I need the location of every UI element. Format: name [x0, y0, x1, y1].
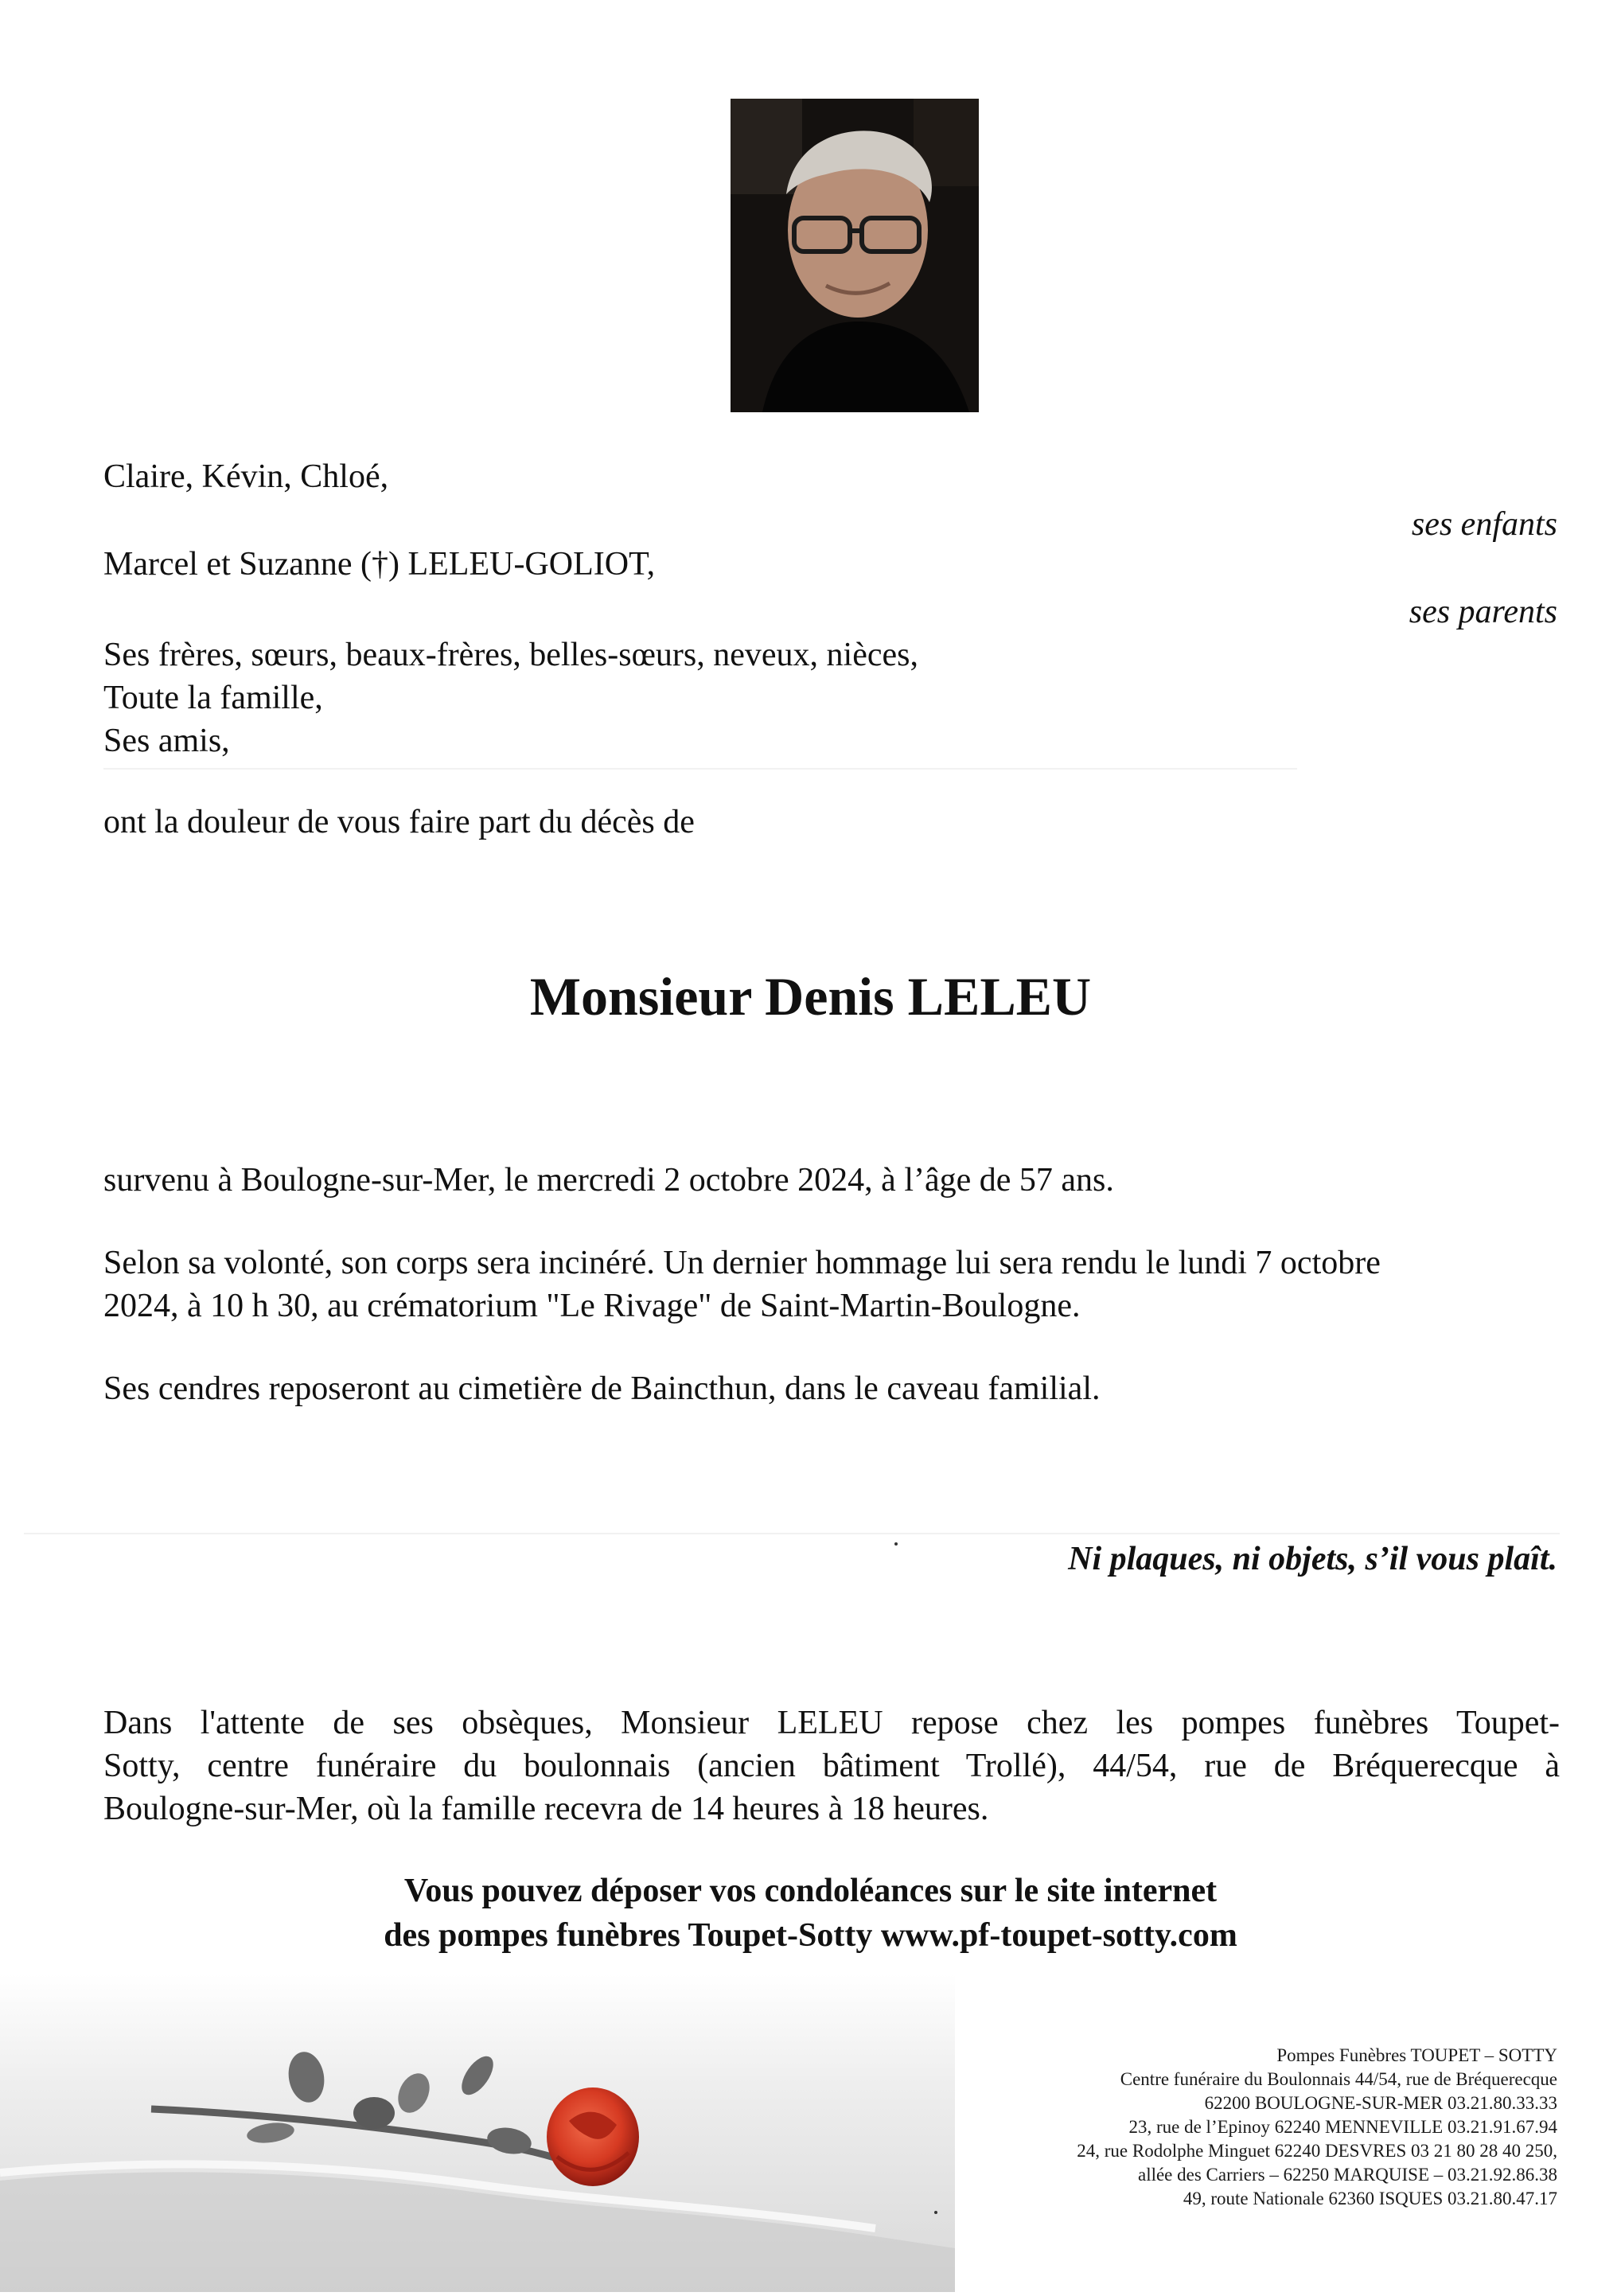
family-line: Toute la famille,: [103, 680, 323, 716]
speck: [894, 1542, 898, 1546]
parents-names: Marcel et Suzanne (†) LELEU-GOLIOT,: [103, 546, 656, 583]
announcement: ont la douleur de vous faire part du décès de: [103, 804, 695, 840]
death-info: survenu à Boulogne-sur-Mer, le mercredi 2 octobre 2024, à l’âge de 57 ans.: [103, 1162, 1114, 1199]
children-names: Claire, Kévin, Chloé,: [103, 458, 389, 495]
condolences-line-2: des pompes funèbres Toupet-Sotty www.pf-toupet-sotty.com: [384, 1917, 1237, 1954]
ceremony-line-2: 2024, à 10 h 30, au crématorium "Le Rivage" de Saint-Martin-Boulogne.: [103, 1288, 1081, 1324]
funeral-home-line: allée des Carriers – 62250 MARQUISE – 03.21.92.86.38: [1137, 2165, 1557, 2185]
deceased-name: Monsieur Denis LELEU: [529, 966, 1092, 1027]
funeral-home-line: 24, rue Rodolphe Minguet 62240 DESVRES 03 21 80 28 40 250,: [1077, 2141, 1557, 2161]
divider: [24, 1533, 1560, 1534]
funeral-home-contact: [1077, 2044, 1557, 2211]
no-flowers-request: Ni plaques, ni objets, s’il vous plaît.: [1068, 1541, 1557, 1577]
children-role: ses enfants: [1411, 506, 1557, 543]
ashes-info: Ses cendres reposeront au cimetière de Baincthun, dans le caveau familial.: [103, 1370, 1101, 1407]
funeral-home-line: 62200 BOULOGNE-SUR-MER 03.21.80.33.33: [1204, 2093, 1557, 2113]
funeral-home-line: Pompes Funèbres TOUPET – SOTTY: [1276, 2045, 1557, 2065]
funeral-home-line: 23, rue de l’Epinoy 62240 MENNEVILLE 03.21.91.67.94: [1128, 2117, 1557, 2137]
parents-role: ses parents: [1409, 594, 1557, 630]
funeral-home-line: 49, route Nationale 62360 ISQUES 03.21.80.47.17: [1183, 2189, 1557, 2208]
visitation-line-1: Dans l'attente de ses obsèques, Monsieur LELEU repose chez les pompes funèbres Toupet-: [103, 1705, 1560, 1741]
divider: [103, 768, 1297, 770]
visitation-line-3: Boulogne-sur-Mer, où la famille recevra de 14 heures à 18 heures.: [103, 1791, 989, 1827]
ceremony-line-1: Selon sa volonté, son corps sera incinéré. Un dernier hommage lui sera rendu le lundi 7 octobre: [103, 1245, 1381, 1281]
visitation-line-2: Sotty, centre funéraire du boulonnais (ancien bâtiment Trollé), 44/54, rue de Bréquerecque à: [103, 1748, 1560, 1784]
funeral-home-line: Centre funéraire du Boulonnais 44/54, rue de Bréquerecque: [1120, 2069, 1557, 2089]
condolences-line-1: Vous pouvez déposer vos condoléances sur le site internet: [403, 1873, 1218, 1909]
speck: [934, 2211, 937, 2214]
portrait-photo: [731, 99, 979, 412]
rose-beach-image: [0, 1974, 955, 2292]
relatives-line: Ses frères, sœurs, beaux-frères, belles-sœurs, neveux, nièces,: [103, 637, 918, 673]
friends-line: Ses amis,: [103, 723, 230, 759]
